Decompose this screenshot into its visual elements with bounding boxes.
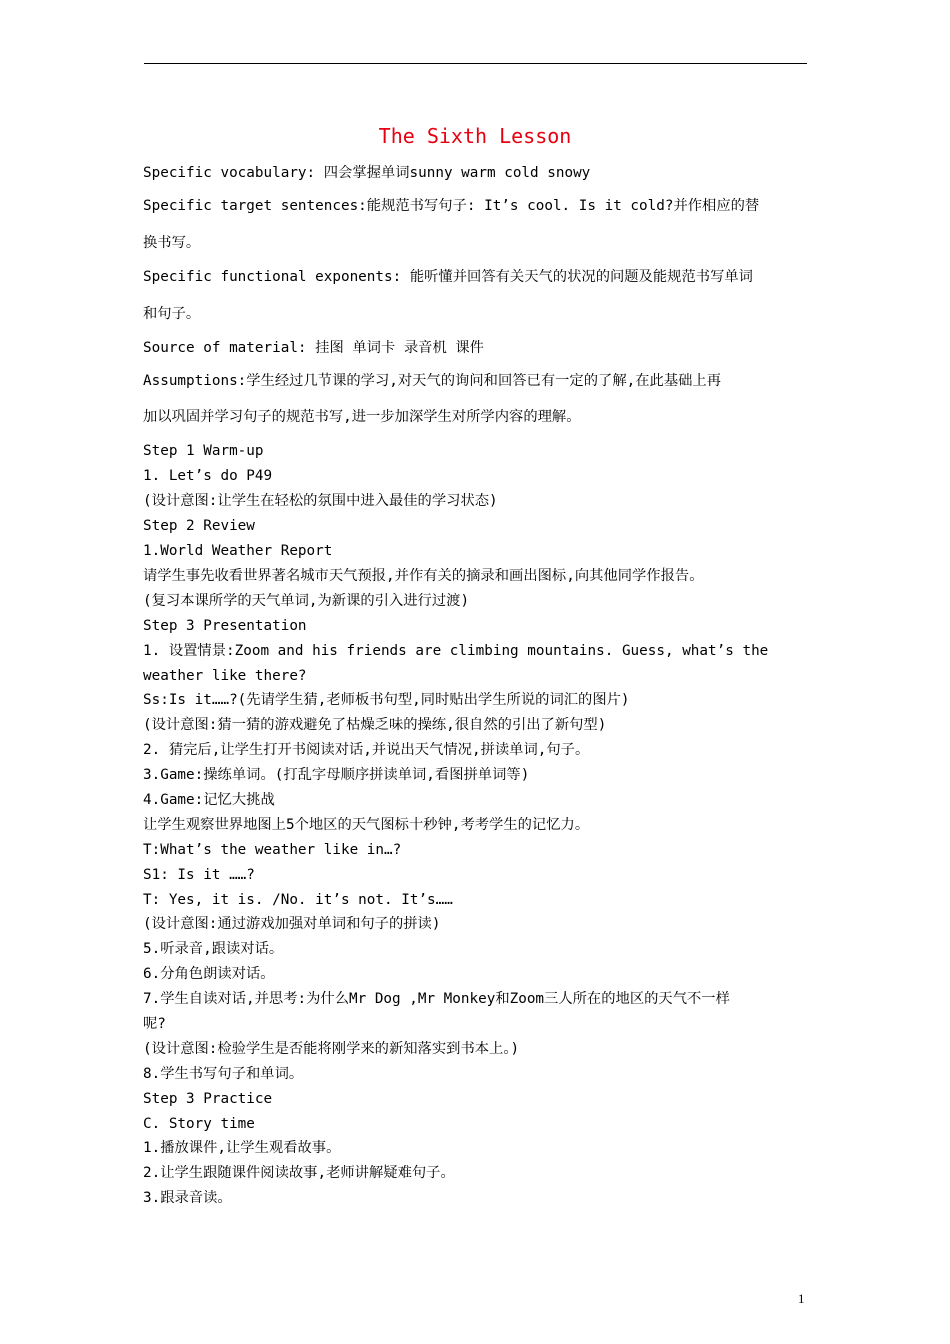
text-line: Step 3 Presentation xyxy=(143,618,307,634)
text-line: 7.学生自读对话,并思考:为什么Mr Dog ,Mr Monkey和Zoom三人所在的地区的天气不一样 xyxy=(143,991,730,1007)
text-line: 加以巩固并学习句子的规范书写,进一步加深学生对所学内容的理解。 xyxy=(143,409,581,425)
text-line: Specific functional exponents: 能听懂并回答有关天气的状况的问题及能规范书写单词 xyxy=(143,269,753,285)
text-line: 呢? xyxy=(143,1016,166,1032)
text-line: 2.让学生跟随课件阅读故事,老师讲解疑难句子。 xyxy=(143,1165,455,1181)
text-line: (设计意图:猜一猜的游戏避免了枯燥乏味的操练,很自然的引出了新句型) xyxy=(143,717,607,733)
text-line: T: Yes, it is. /No. it’s not. It’s…… xyxy=(143,892,453,908)
text-line: 2. 猜完后,让学生打开书阅读对话,并说出天气情况,拼读单词,句子。 xyxy=(143,742,590,758)
text-line: Source of material: 挂图 单词卡 录音机 课件 xyxy=(143,340,484,356)
text-line: Assumptions:学生经过几节课的学习,对天气的询问和回答已有一定的了解,在此基础上再 xyxy=(143,373,722,389)
text-line: Specific target sentences:能规范书写句子: It’s cool. Is it cold?并作相应的替 xyxy=(143,198,760,214)
page-number: 1 xyxy=(798,1291,805,1306)
text-line: 6.分角色朗读对话。 xyxy=(143,966,275,982)
text-line: 3.Game:操练单词。(打乱字母顺序拼读单词,看图拼单词等) xyxy=(143,767,530,783)
text-line: Step 2 Review xyxy=(143,518,255,534)
text-line: 换书写。 xyxy=(143,235,201,251)
text-line: Step 1 Warm-up xyxy=(143,443,264,459)
text-line: 请学生事先收看世界著名城市天气预报,并作有关的摘录和画出图标,向其他同学作报告。 xyxy=(143,568,704,584)
lesson-title: The Sixth Lesson xyxy=(378,124,572,148)
text-line: weather like there? xyxy=(143,668,307,684)
text-line: 3.跟录音读。 xyxy=(143,1190,232,1206)
text-line: Ss:Is it……?(先请学生猜,老师板书句型,同时贴出学生所说的词汇的图片) xyxy=(143,692,630,708)
text-line: (复习本课所学的天气单词,为新课的引入进行过渡) xyxy=(143,593,470,609)
text-line: 8.学生书写句子和单词。 xyxy=(143,1066,304,1082)
text-line: 1. 设置情景:Zoom and his friends are climbing mountains. Guess, what’s the xyxy=(143,643,769,659)
text-line: 4.Game:记忆大挑战 xyxy=(143,792,275,808)
text-line: (设计意图:检验学生是否能将刚学来的新知落实到书本上。) xyxy=(143,1041,520,1057)
text-line: 1.World Weather Report xyxy=(143,543,333,559)
text-line: 5.听录音,跟读对话。 xyxy=(143,941,284,957)
text-line: Step 3 Practice xyxy=(143,1091,273,1107)
text-line: Specific vocabulary: 四会掌握单词sunny warm cold snowy xyxy=(143,165,591,181)
text-line: C. Story time xyxy=(143,1116,255,1132)
header-rule xyxy=(144,63,807,64)
text-line: (设计意图:让学生在轻松的氛围中进入最佳的学习状态) xyxy=(143,493,498,509)
text-line: 让学生观察世界地图上5个地区的天气图标十秒钟,考考学生的记忆力。 xyxy=(143,817,590,833)
text-line: T:What’s the weather like in…? xyxy=(143,842,402,858)
text-line: 1.播放课件,让学生观看故事。 xyxy=(143,1140,341,1156)
text-line: 和句子。 xyxy=(143,306,201,322)
text-line: 1. Let’s do P49 xyxy=(143,468,273,484)
text-line: S1: Is it ……? xyxy=(143,867,255,883)
text-line: (设计意图:通过游戏加强对单词和句子的拼读) xyxy=(143,916,441,932)
